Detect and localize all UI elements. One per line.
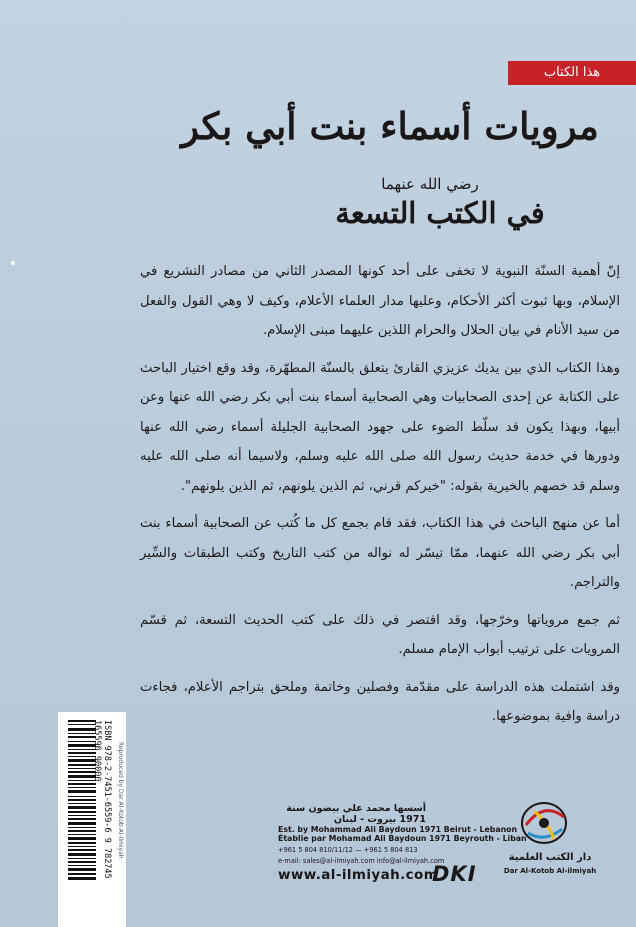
isbn-number: ISBN 978-2-7451-6559-6 bbox=[102, 720, 112, 833]
dki-mark bbox=[432, 862, 477, 886]
publisher-founded-fr: Établie par Mohamad Ali Baydoun 1971 Beyrouth - Liban bbox=[278, 834, 527, 843]
publisher-website[interactable]: www.al-ilmiyah.com bbox=[278, 867, 439, 883]
blurb bbox=[140, 257, 620, 740]
barcode-panel bbox=[58, 712, 126, 927]
speck-mark bbox=[11, 261, 15, 265]
dki-text: DKI bbox=[432, 862, 477, 886]
blurb-paragraph: وقد اشتملت هذه الدراسة على مقدّمة وفصلين وخاتمة وملحق بتراجم الأعلام، فجاءت دراسة وافية بموضوعها. bbox=[140, 679, 620, 724]
price-code: 90000 bbox=[92, 755, 102, 782]
book-subtitle: في الكتب التسعة bbox=[335, 196, 545, 230]
publisher-name-ar: دار الكتب العلمية bbox=[508, 852, 592, 863]
blurb-paragraph: وهذا الكتاب الذي بين يديك عزيزي القارئ يتعلق بالسنّة المطهّرة، وقد وقع اختيار الباحث على الكتابة عن إحدى الصحابيات وهي الصحابية أسماء بنت أبي بكر رضي الله عنها وعن أبيها، وبهذا يكون قد سلّط الضوء على جهود الصحابية الجليلة أسماء رضي الله عنها ودورها في خدمة حديث رسول الله صلى الله عليه وسلم، ولاسيما أنه صلى الله عليه وسلم قد خصهم بالخيرية بقوله: "خيركم قرني، ثم الذين يلونهم، ثم الذين يلونهم". bbox=[140, 360, 620, 494]
publisher-founded-en: Est. by Mohammad Ali Baydoun 1971 Beirut - Lebanon bbox=[278, 825, 518, 834]
barcode-side-note: Reproduced by Dar Al-Kotob Al-Ilmiyah bbox=[117, 742, 124, 859]
isbn-text bbox=[92, 720, 112, 910]
honorific: رضي الله عنهما bbox=[381, 175, 479, 193]
section-tag: هذا الكتاب bbox=[508, 61, 636, 85]
barcode-digits: 9 782745 165596 bbox=[92, 720, 112, 879]
publisher-name-en: Dar Al-Kotob Al-ilmiyah bbox=[503, 867, 597, 875]
blurb-paragraph: إنّ أهمية السنّة النبوية لا تخفى على أحد كونها المصدر الثاني من مصادر التشريع في الإسلام، وبها ثبوت أكثر الأحكام، وعليها مدار العلماء الأعلام، وكيف لا وهي القول والفعل من سيد الأنام في بيان الحلال والحرام اللذين عليهما مبنى الإسلام. bbox=[140, 264, 620, 338]
blurb-paragraph: أما عن منهج الباحث في هذا الكتاب، فقد قام بجمع كل ما كُتب عن الصحابية أسماء بنت أبي بكر رضي الله عنهما، ممّا تيسّر له نواله من كتب التاريخ وكتب الطبقات والسِّير والتراجم. bbox=[140, 516, 620, 590]
publisher-founded-ar: أسسها محمد علي بيضون سنة 1971 بيروت - لبنان bbox=[286, 803, 426, 825]
publisher-email: e-mail: sales@al-ilmiyah.com info@al-ilmiyah.com bbox=[278, 857, 445, 865]
blurb-paragraph: ثم جمع مروياتها وخرّجها، وقد اقتصر في ذلك على كتب الحديث التسعة، ثم قسّم المرويات على ترتيب أبواب الإمام مسلم. bbox=[140, 612, 620, 657]
publisher-phones: +961 5 804 810/11/12 — +961 5 804 813 bbox=[278, 846, 418, 854]
globe-logo-icon bbox=[514, 795, 574, 851]
book-title: مرويات أسماء بنت أبي بكر bbox=[181, 104, 599, 148]
